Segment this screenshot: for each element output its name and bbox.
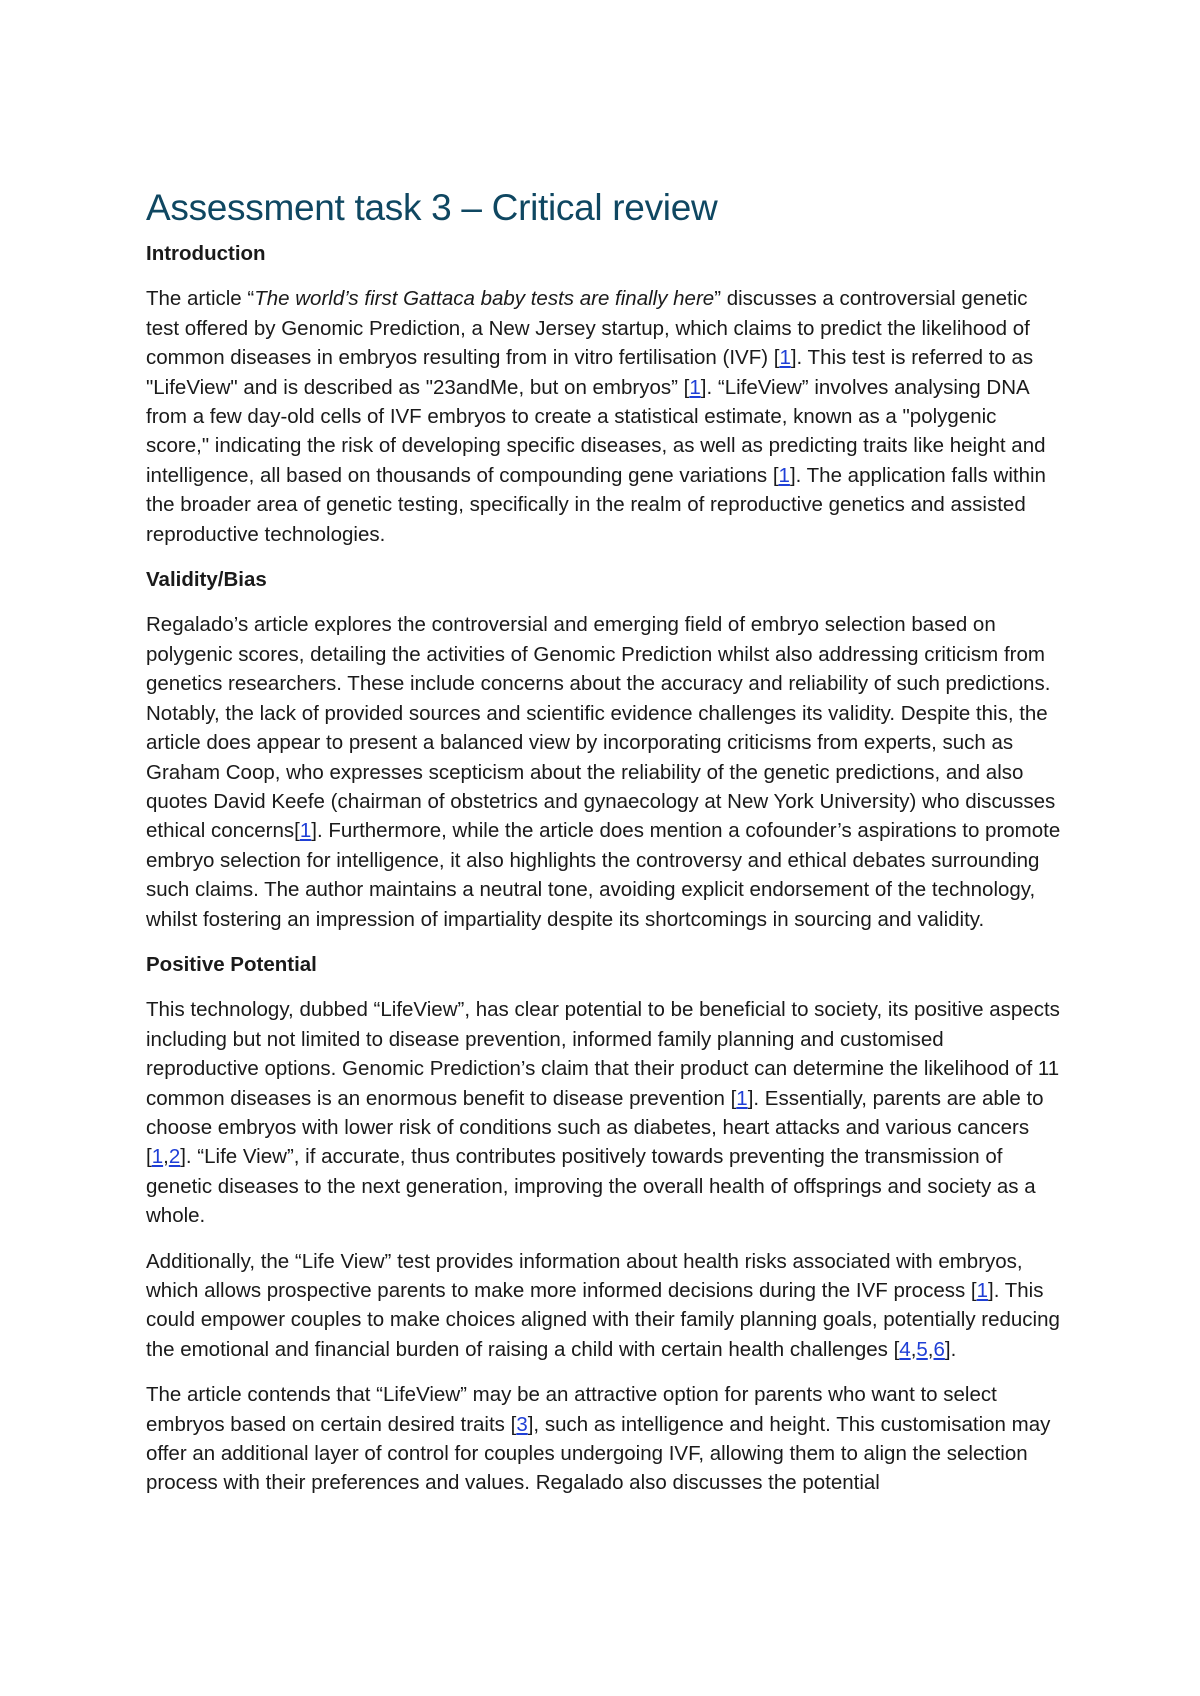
positive-paragraph-2: Additionally, the “Life View” test provides information about health risks associated with embryos, which allows prospective parents to make more informed decisions during the IVF process [1]. This could empower couples to make choices aligned with their family planning goals, potentially reducing the emotional and financial burden of raising a child with certain health challenges [4,5,6].: [146, 1249, 1060, 1361]
positive-paragraph-3: The article contends that “LifeView” may be an attractive option for parents who want to select embryos based on certain desired traits [3], such as intelligence and height. This customisation may offer an additional layer of control for couples undergoing IVF, allowing them to align the selection process with their preferences and values. Regalado also discusses the potential: [146, 1383, 1051, 1495]
citation-link[interactable]: 1: [736, 1086, 748, 1110]
article-title: The world’s first Gattaca baby tests are finally here: [254, 287, 715, 311]
citation-link[interactable]: 1: [151, 1145, 164, 1169]
citation-link[interactable]: 6: [933, 1337, 945, 1361]
citation-link[interactable]: 1: [778, 463, 790, 487]
citation-link[interactable]: 1: [299, 819, 312, 843]
citation-link[interactable]: 2: [168, 1145, 181, 1169]
citation-link[interactable]: 4: [899, 1337, 911, 1361]
document-page: [146, 183, 1061, 1514]
heading-introduction: Introduction: [146, 242, 266, 265]
citation-link[interactable]: 3: [516, 1412, 528, 1436]
citation-link[interactable]: 5: [916, 1337, 928, 1361]
document-title: Assessment task 3 – Critical review: [146, 187, 718, 228]
heading-validity-bias: Validity/Bias: [146, 568, 267, 592]
citation-link[interactable]: 1: [976, 1279, 989, 1302]
introduction-paragraph: The article “The world’s first Gattaca baby tests are finally here” discusses a controversial genetic test offered by Genomic Prediction, a New Jersey startup, which claims to predict the likelihood of common diseases in embryos resulting from in vitro fertilisation (IVF) [1]. This test is referred to as "LifeView" and is described as "23andMe, but on embryos” [1]. “LifeView” involves analysing DNA from a few day-old cells of IVF embryos to create a statistical estimate, known as a "polygenic score," indicating the risk of developing specific diseases, as well as predicting traits like height and intelligence, all based on thousands of compounding gene variations [1]. The application falls within the broader area of genetic testing, specifically in the realm of reproductive genetics and assisted reproductive technologies.: [146, 287, 1046, 546]
positive-paragraph-1: This technology, dubbed “LifeView”, has clear potential to be beneficial to society, its positive aspects including but not limited to disease prevention, informed family planning and customised reproductive options. Genomic Prediction’s claim that their product can determine the likelihood of 11 common diseases is an enormous benefit to disease prevention [1]. Essentially, parents are able to choose embryos with lower risk of conditions such as diabetes, heart attacks and various cancers [1,2]. “Life View”, if accurate, thus contributes positively towards preventing the transmission of genetic diseases to the next generation, improving the overall health of offsprings and society as a whole.: [146, 998, 1060, 1228]
validity-paragraph: Regalado’s article explores the controversial and emerging field of embryo selection based on polygenic scores, detailing the activities of Genomic Prediction whilst also addressing criticism from genetics researchers. These include concerns about the accuracy and reliability of such predictions. Notably, the lack of provided sources and scientific evidence challenges its validity. Despite this, the article does appear to present a balanced view by incorporating criticisms from experts, such as Graham Coop, who expresses scepticism about the reliability of the genetic predictions, and also quotes David Keefe (chairman of obstetrics and gynaecology at New York University) who discusses ethical concerns[1]. Furthermore, while the article does mention a cofounder’s aspirations to promote embryo selection for intelligence, it also highlights the controversy and ethical debates surrounding such claims. The author maintains a neutral tone, avoiding explicit endorsement of the technology, whilst fostering an impression of impartiality despite its shortcomings in sourcing and validity.: [146, 613, 1061, 931]
heading-positive-potential: Positive Potential: [146, 952, 317, 976]
citation-link[interactable]: 1: [689, 375, 701, 399]
citation-link[interactable]: 1: [779, 346, 791, 370]
